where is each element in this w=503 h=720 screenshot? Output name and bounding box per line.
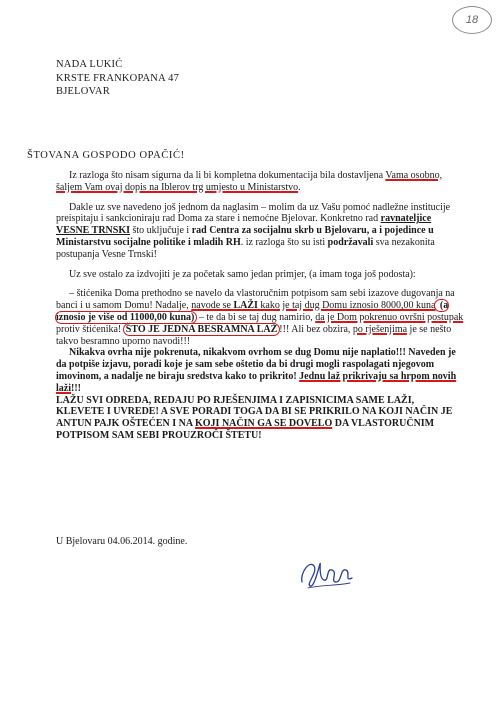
p6-text-c: DA VLASTORUČNIM POTPISOM SAM SEBI PROUZROČI ŠTETU! [56,418,435,441]
p5-text-a: Nikakva ovrha nije pokrenuta, nikakvom ovrhom se dug Domu nije naplatio!!! Naveden je da potpiše izjavu, poradi koje je sam sebe oštetio da bi drugi mogli raspolagati njegovom imovinom, a nadalje ne biraju sredstva kako to prikrito! [56,347,456,382]
sender-name: NADA LUKIĆ [56,59,123,70]
p4-text-h: protiv štićenika! [56,323,124,335]
p4-bold-lies: LAŽI [233,300,258,312]
p4-text-b: navode se [191,300,234,312]
p4-text-d: kako je taj dug Domu iznosio 8000,00 kuna [257,300,436,312]
paragraph-3: Uz sve ostalo za izdvojiti je za početak samo jedan primjer, (a imam toga još podosta): [69,268,416,280]
sender-city: BJELOVAR [56,86,110,97]
p4-text-l: je se nešto takvo besramno uporno navodi!!! [56,323,452,347]
paragraph-2 [56,202,464,261]
p4-text-f: – te da bi se taj dug namirio, [196,311,316,323]
date-line: U Bjelovaru 04.06.2014. godine. [56,536,188,547]
p4-underlined-claim [191,300,435,311]
paragraph-5 [56,347,464,394]
letter-body [56,170,464,442]
sender-street: KRSTE FRANKOPANA 47 [56,72,180,84]
paragraph-1 [56,170,464,194]
p5-underlined-new-lies: Jednu laž prikrivaju sa hrpom novih laži [56,370,457,394]
p4-boxed-shameless-lie: ŠTO JE JEDNA BESRAMNA LAŽ [125,323,278,335]
p4-underlined-rulings: po rješenjima [352,323,408,335]
signature-icon [296,552,356,592]
paragraph-4 [56,288,464,347]
p6-text-a: LAŽU SVI ODREDA, REDAJU PO RJEŠENJIMA I ZAPISNICIMA SAME LAŽI, KLEVETE I UVREDE! A SVE PORADI TOGA DA BI SE PRIKRILO NA KOJI NAČIN JE ANTUN PAJK OŠTEĆEN I NA [56,394,453,430]
page-number-badge: 18 [452,6,492,34]
p6-underlined-how: KOJI NAČIN GA SE DOVELO [195,418,333,430]
p2-bold-institutions: rad Centra za socijalnu skrb u Bjelovaru, a i pojedince u Ministarstvu socijalne politike i mladih RH [56,225,434,248]
p4-boxed-amount: (a iznosio je više od 11000,00 kuna) [56,300,449,323]
p4-underlined-enforcement: da je Dom pokrenuo ovršni postupak [315,311,464,323]
p1-text-c: . [298,181,301,193]
p5-text-c: !!! [71,382,81,394]
salutation: ŠTOVANA GOSPODO OPAČIĆ! [27,150,185,161]
p2-director-name: ravnateljice VESNE TRNSKI [56,213,432,237]
paragraph-6 [56,395,464,442]
p2-bold-supported: podržavali [327,236,374,248]
p1-underlined-red: Vama osobno, šaljem Vam ovaj dopis na Iblerov trg umjesto u Ministarstvo [56,170,443,193]
sender-address-block [56,58,179,99]
p2-text-g: sva nezakonita postupanja Vesne Trnski! [56,236,435,260]
p2-text-a: Dakle uz sve navedeno još jednom da naglasim – molim da uz Vašu pomoć nadležne institucije preispitaju i sankcioniraju rad Doma za stare i nemoćne Bjelovar. Konkretno rad [56,201,451,225]
p1-text-a: Iz razloga što nisam sigurna da li bi kompletna dokumentacija bila dostavljena [69,170,386,181]
p4-text-a: – štićenika Doma prethodno se navelo da vlastoručnim potpisom sam sebi izazove dugovanja na banci i u samom Domu! Nadalje, [56,288,455,312]
p2-text-e: . iz razloga što su isti [240,236,328,248]
p2-text-c: što uključuje i [130,225,192,237]
p4-text-j: !!! Ali bez obzira, [279,323,353,335]
